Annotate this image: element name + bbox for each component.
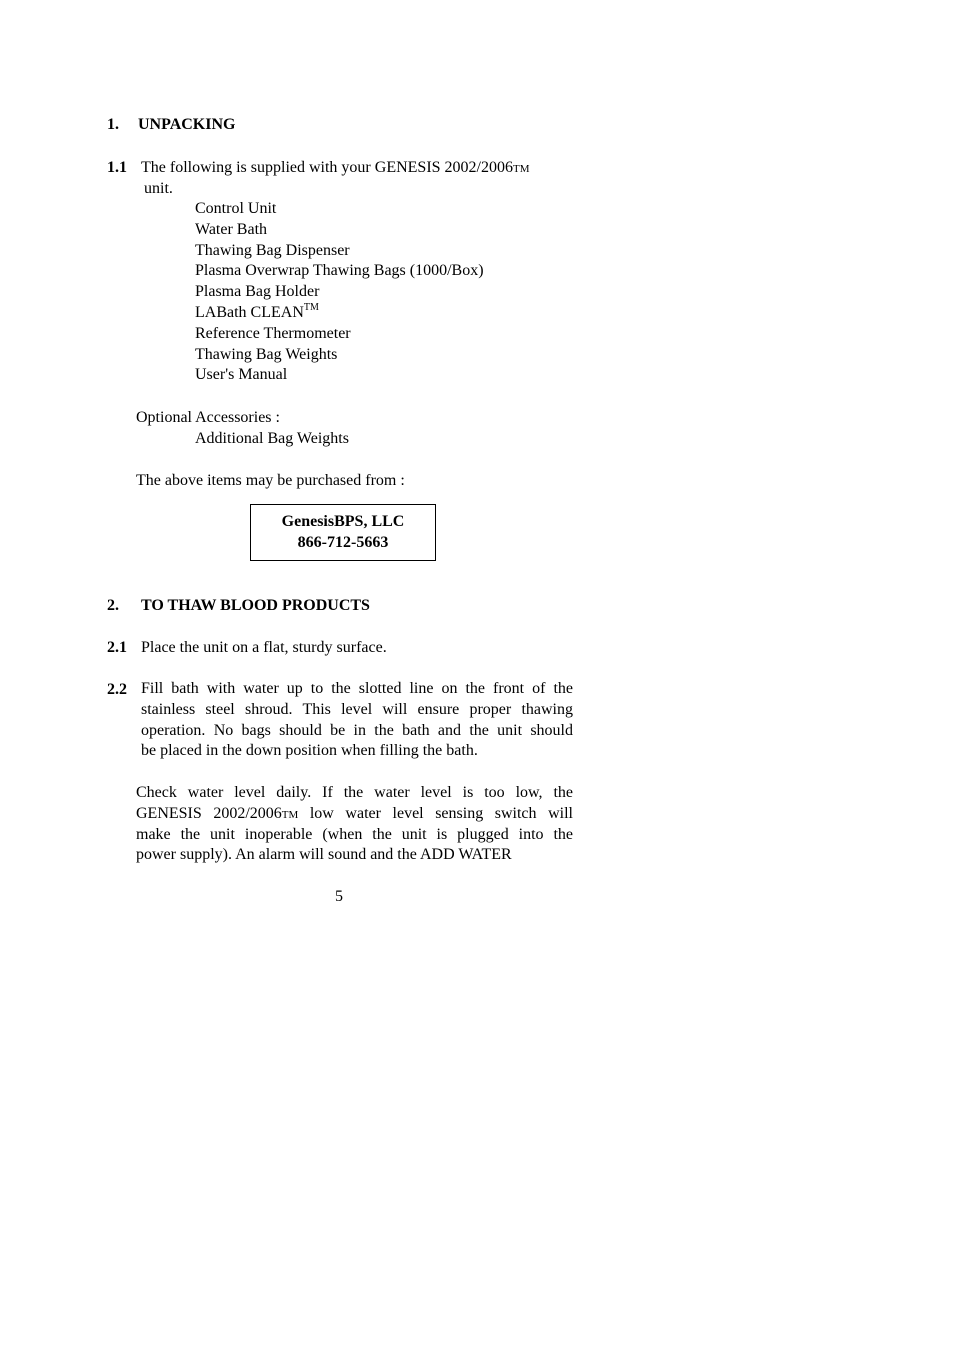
section-1-title: UNPACKING [138,116,236,133]
paragraph-line: be placed in the down position when filling the bath. [141,742,478,760]
list-item: User's Manual [195,366,288,384]
list-item: Plasma Overwrap Thawing Bags (1000/Box) [195,262,484,280]
paragraph-line: power supply). An alarm will sound and the ADD WATER [136,846,512,864]
item-1-1-number: 1.1 [107,159,127,176]
section-2-number: 2. [107,597,119,614]
list-item: Thawing Bag Dispenser [195,241,350,259]
check-water-paragraph [136,783,573,866]
item-2-2-number: 2.2 [107,681,127,698]
paragraph-line: make the unit inoperable (when the unit is plugged into the [136,825,573,843]
item-2-2-paragraph [141,679,573,762]
trademark-mark: TM [512,163,530,175]
item-2-1-number: 2.1 [107,639,127,656]
trademark-mark: TM [281,808,299,821]
list-item: Plasma Bag Holder [195,283,320,301]
trademark-mark: TM [303,301,319,313]
list-item-text: LABath CLEAN [195,303,304,321]
paragraph-line-part: low water level sensing switch will [298,804,573,822]
item-1-1-text [141,157,529,180]
paragraph-line: stainless steel shroud. This level will ensure proper thawing [141,700,573,718]
paragraph-line: operation. No bags should be in the bath and the unit should [141,721,573,739]
section-2-title: TO THAW BLOOD PRODUCTS [141,597,370,614]
paragraph-line: Fill bath with water up to the slotted line on the front of the [141,680,573,697]
optional-accessories-label: Optional Accessories : [136,409,280,426]
supplier-phone: 866-712-5663 [297,534,389,551]
section-1-number: 1. [107,116,119,133]
supplied-items-list [195,198,484,385]
list-item: Control Unit [195,200,277,217]
list-item [195,302,484,323]
paragraph-line: Check water level daily. If the water level is too low, the [136,784,573,801]
paragraph-line-part: GENESIS 2002/2006 [136,804,282,822]
item-1-1-line1: The following is supplied with your GENESIS 2002/2006 [141,159,513,176]
optional-item: Additional Bag Weights [195,430,349,447]
item-1-1-line2: unit. [144,180,173,197]
supplier-name: GenesisBPS, LLC [281,513,405,530]
purchase-text: The above items may be purchased from : [136,472,405,489]
list-item: Water Bath [195,220,268,238]
item-2-1-text: Place the unit on a flat, sturdy surface. [141,639,387,656]
list-item: Thawing Bag Weights [195,345,338,363]
page-number: 5 [335,888,343,905]
paragraph-line [136,804,573,825]
supplier-box [250,504,436,561]
list-item: Reference Thermometer [195,324,351,342]
